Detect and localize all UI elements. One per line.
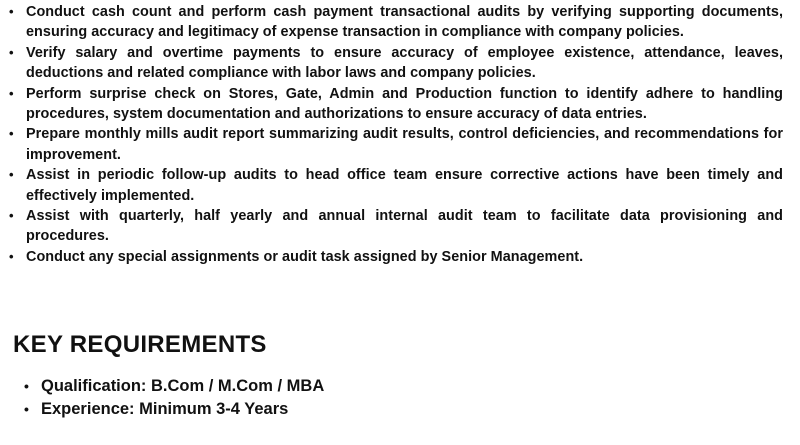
list-item-text: Assist in periodic follow-up audits to head office team ensure corrective actions have been timely and effectively implemented. bbox=[26, 167, 783, 204]
bullet-icon: • bbox=[24, 400, 29, 417]
bullet-icon: • bbox=[9, 85, 14, 101]
key-requirements-heading: KEY REQUIREMENTS bbox=[13, 331, 267, 358]
list-item-text: Conduct any special assignments or audit task assigned by Senior Management. bbox=[26, 248, 584, 265]
list-item-text: Verify salary and overtime payments to ensure accuracy of employee existence, attendance, leaves, deductions and related compliance with labor laws and company policies. bbox=[26, 44, 783, 82]
list-item bbox=[8, 247, 783, 267]
qualification-text: Qualification: B.Com / M.Com / MBA bbox=[41, 377, 325, 395]
list-item bbox=[8, 43, 783, 84]
list-item bbox=[8, 206, 783, 247]
list-item bbox=[24, 375, 324, 398]
list-item bbox=[24, 398, 324, 421]
list-item bbox=[8, 84, 783, 125]
bullet-icon: • bbox=[9, 248, 14, 264]
key-requirements-list bbox=[24, 375, 324, 420]
bullet-icon: • bbox=[24, 378, 29, 394]
list-item-text: Conduct cash count and perform cash payment transactional audits by verifying supporting documents, ensuring accuracy and legitimacy of expense transaction in compliance with company policies. bbox=[26, 4, 783, 41]
bullet-icon: • bbox=[9, 126, 14, 142]
bullet-icon: • bbox=[9, 167, 14, 183]
list-item-text: Assist with quarterly, half yearly and annual internal audit team to facilitate data provisioning and procedures. bbox=[26, 208, 783, 245]
list-item-text: Prepare monthly mills audit report summarizing audit results, control deficiencies, and recommendations for improvement. bbox=[26, 126, 783, 163]
list-item bbox=[8, 124, 783, 165]
list-item-text: Perform surprise check on Stores, Gate, Admin and Production function to identify adhere to handling procedures, system documentation and authorizations to ensure accuracy of data entries. bbox=[26, 85, 783, 123]
bullet-icon: • bbox=[9, 208, 14, 224]
bullet-icon: • bbox=[9, 44, 14, 60]
list-item bbox=[8, 165, 783, 206]
bullet-icon: • bbox=[9, 4, 14, 19]
list-item bbox=[8, 2, 783, 43]
responsibilities-list bbox=[8, 2, 783, 267]
experience-text: Experience: Minimum 3-4 Years bbox=[41, 399, 289, 418]
